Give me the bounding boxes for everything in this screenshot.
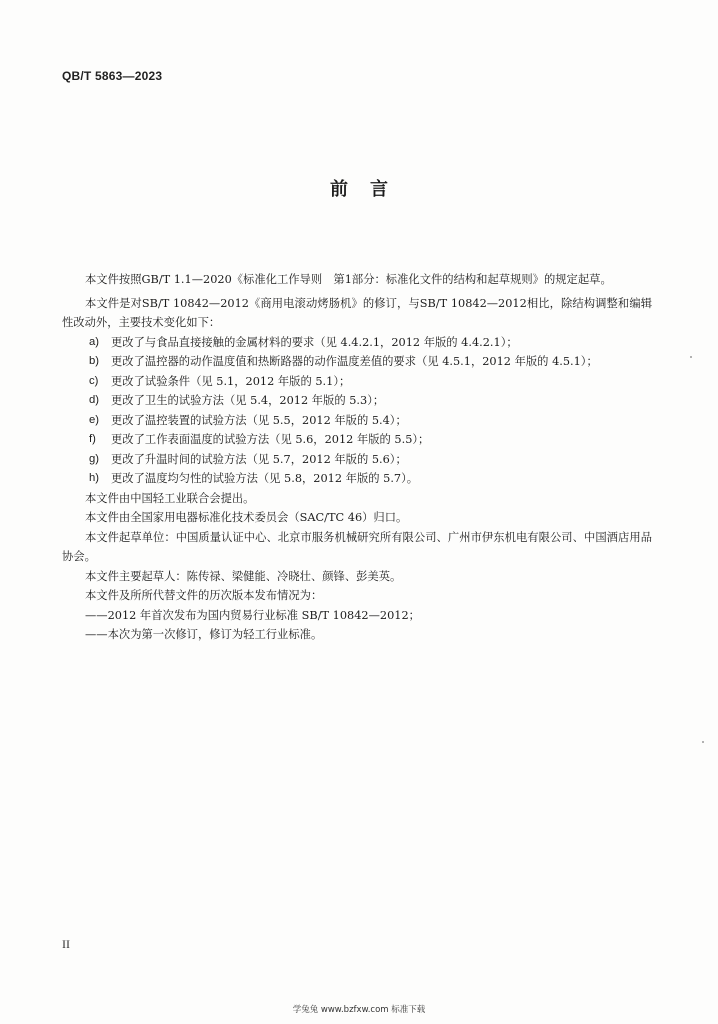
- paragraph-managed-by: 本文件由全国家用电器标准化技术委员会（SAC/TC 46）归口。: [85, 511, 408, 524]
- list-item-text: 更改了卫生的试验方法（见 5.4，2012 年版的 5.3）；: [111, 394, 385, 407]
- scan-speck: [690, 356, 692, 358]
- list-item: [62, 430, 652, 450]
- page-title: 前言: [330, 179, 410, 200]
- list-marker: g): [89, 452, 100, 465]
- list-item: [62, 333, 652, 353]
- scan-speck: [702, 741, 704, 743]
- paragraph-proposed-by: 本文件由中国轻工业联合会提出。: [85, 491, 255, 505]
- list-item: [62, 391, 652, 411]
- standard-code: QB/T 5863—2023: [62, 69, 163, 83]
- paragraph-drafting-rules: 本文件按照GB/T 1.1—2020《标准化工作导则 第1部分：标准化文件的结构和起草规则》的规定起草。: [85, 273, 612, 286]
- changes-list: [62, 333, 652, 489]
- paragraph-drafting-units: 本文件起草单位：中国质量认证中心、北京市服务机械研究所有限公司、广州市伊东机电有限公司、中国酒店用品协会。: [62, 530, 652, 563]
- paragraph-drafters: 本文件主要起草人：陈传禄、梁健能、冷晓壮、颜锋、彭美英。: [85, 569, 402, 583]
- list-item: [62, 469, 652, 489]
- list-marker: h): [89, 472, 100, 484]
- list-item-text: 更改了温度均匀性的试验方法（见 5.8，2012 年版的 5.7）。: [111, 472, 419, 485]
- list-marker: c): [89, 374, 99, 387]
- history-item-2012: ——2012 年首次发布为国内贸易行业标准 SB/T 10842—2012；: [85, 608, 420, 622]
- list-item-text: 更改了试验条件（见 5.1，2012 年版的 5.1）；: [111, 374, 351, 388]
- list-item-text: 更改了与食品直接接触的金属材料的要求（见 4.4.2.1，2012 年版的 4.4.2.1）；: [111, 335, 518, 349]
- footer-watermark: 学兔兔 www.bzfxw.com 标准下载: [292, 1005, 426, 1015]
- list-marker: d): [89, 394, 100, 406]
- list-item-text: 更改了升温时间的试验方法（见 5.7，2012 年版的 5.6）；: [111, 452, 407, 466]
- list-marker: f): [89, 433, 96, 445]
- list-marker: b): [89, 355, 100, 367]
- list-item-text: 更改了工作表面温度的试验方法（见 5.6，2012 年版的 5.5）；: [111, 433, 430, 446]
- list-item: [62, 411, 652, 431]
- list-marker: e): [89, 413, 100, 426]
- page-number: II: [62, 937, 70, 951]
- list-item: [62, 352, 652, 372]
- list-item: [62, 450, 652, 470]
- foreword-body: [62, 270, 652, 645]
- history-item-current: ——本次为第一次修订，修订为轻工行业标准。: [85, 628, 323, 641]
- list-item: [62, 372, 652, 392]
- list-item-text: 更改了温控装置的试验方法（见 5.5，2012 年版的 5.4）；: [111, 413, 407, 427]
- list-marker: a): [89, 335, 100, 348]
- paragraph-revision-summary: 本文件是对SB/T 10842—2012《商用电滚动烤肠机》的修订，与SB/T 10842—2012相比，除结构调整和编辑性改动外，主要技术变化如下：: [62, 296, 652, 329]
- paragraph-history-intro: 本文件及所所代替文件的历次版本发布情况为：: [85, 589, 323, 602]
- list-item-text: 更改了温控器的动作温度值和热断路器的动作温度差值的要求（见 4.5.1，2012 年版的 4.5.1）；: [111, 355, 598, 368]
